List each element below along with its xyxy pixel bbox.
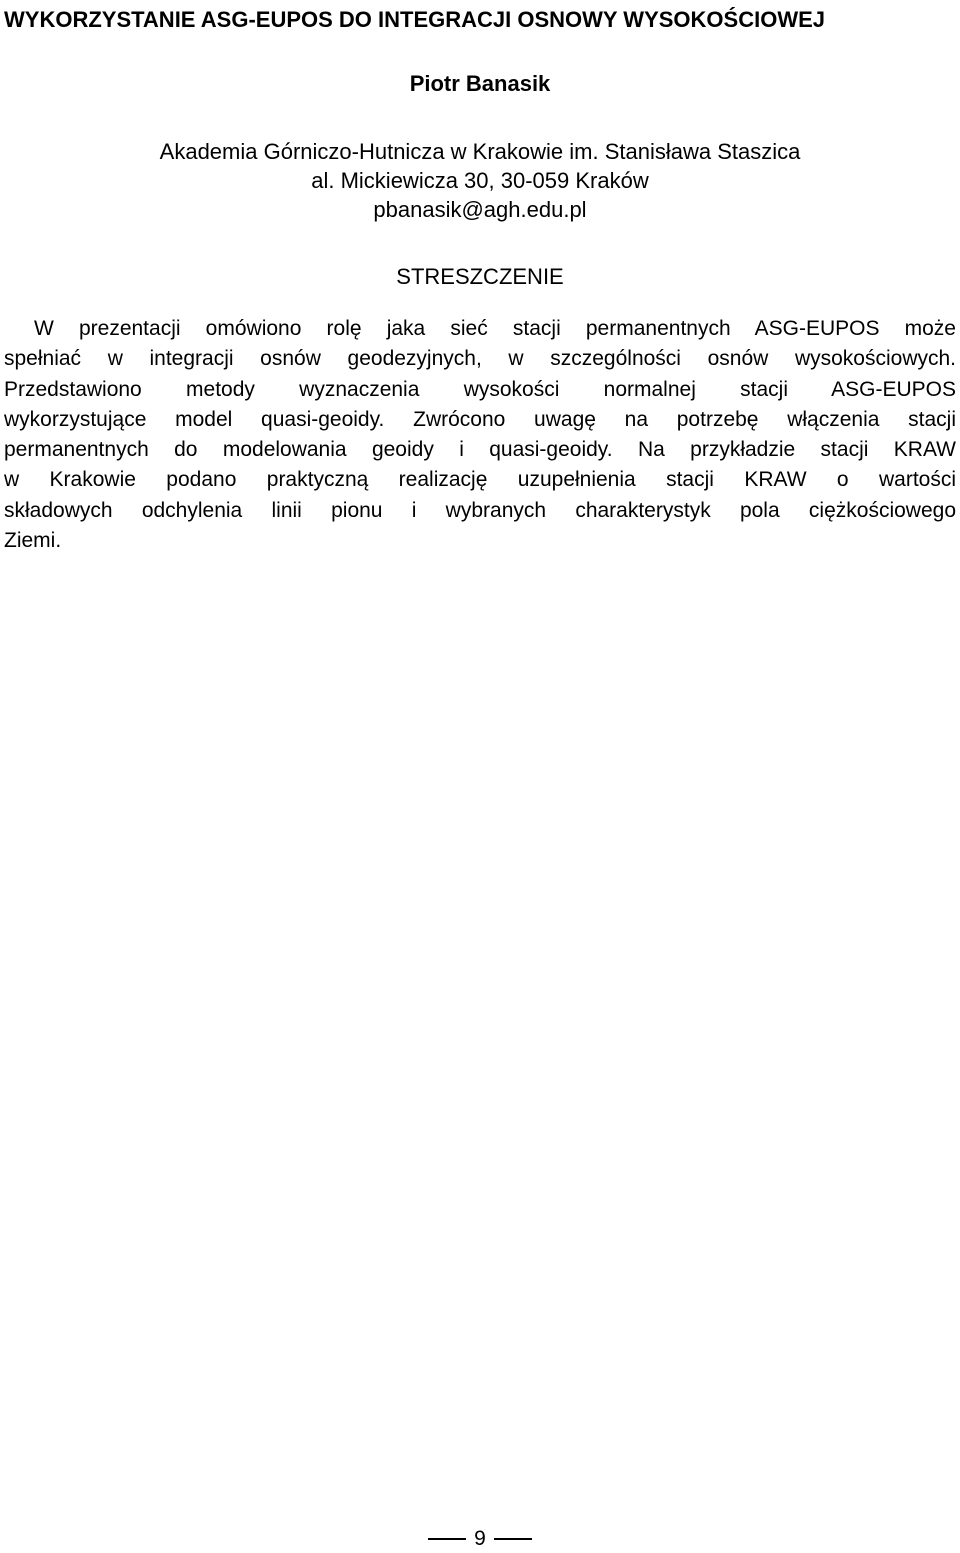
- abstract-body: [4, 314, 956, 556]
- abstract-line: w Krakowie podano praktyczną realizację uzupełnienia stacji KRAW o wartości: [4, 468, 956, 492]
- affiliation-email: pbanasik@agh.edu.pl: [373, 197, 587, 222]
- page-footer: [0, 1526, 960, 1552]
- footer-dash-left: [428, 1538, 466, 1540]
- abstract-line: W prezentacji omówiono rolę jaka sieć stacji permanentnych ASG-EUPOS może: [34, 317, 956, 340]
- abstract-line: Przedstawiono metody wyznaczenia wysokości normalnej stacji ASG-EUPOS: [4, 377, 956, 401]
- abstract-line: spełniać w integracji osnów geodezyjnych, w szczególności osnów wysokościowych.: [4, 347, 956, 371]
- abstract-line: permanentnych do modelowania geoidy i quasi-geoidy. Na przykładzie stacji KRAW: [4, 438, 956, 462]
- abstract-line: składowych odchylenia linii pionu i wybranych charakterystyk pola ciężkościowego: [4, 498, 956, 522]
- affiliation-address: al. Mickiewicza 30, 30-059 Kraków: [311, 168, 649, 193]
- author-name: Piotr Banasik: [409, 71, 551, 96]
- footer-dash-right: [494, 1538, 532, 1540]
- abstract-line: Ziemi.: [4, 529, 62, 553]
- paper-title: WYKORZYSTANIE ASG-EUPOS DO INTEGRACJI OSNOWY WYSOKOŚCIOWEJ: [4, 7, 825, 32]
- page-number: 9: [474, 1527, 486, 1550]
- author-affiliation: [0, 137, 960, 224]
- abstract-heading: STRESZCZENIE: [396, 264, 564, 289]
- affiliation-institution: Akademia Górniczo-Hutnicza w Krakowie im. Stanisława Staszica: [159, 139, 801, 164]
- abstract-line: wykorzystujące model quasi-geoidy. Zwrócono uwagę na potrzebę włączenia stacji: [4, 407, 956, 431]
